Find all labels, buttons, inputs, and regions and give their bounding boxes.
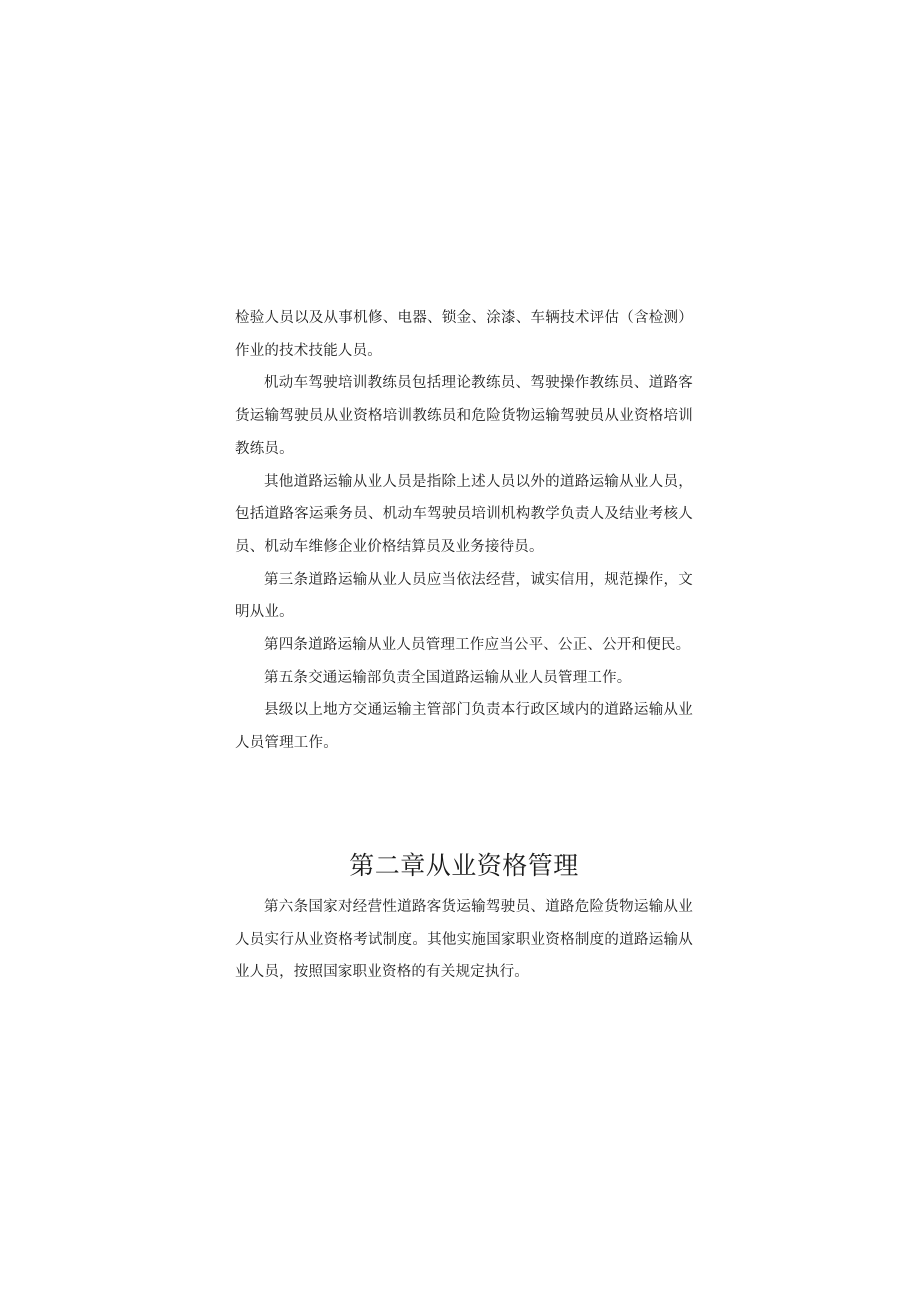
paragraph-other-staff: 其他道路运输从业人员是指除上述人员以外的道路运输从业人员，包括道路客运乘务员、机动车驾驶员培训机构教学负责人及结业考核人员、机动车维修企业价格结算员及业务接待员。 bbox=[235, 473, 693, 555]
paragraph-article-5: 第五条交通运输部负责全国道路运输从业人员管理工作。 bbox=[264, 669, 632, 686]
paragraph-inspection-staff: 检验人员以及从事机修、电器、锁金、涂漆、车辆技术评估（含检测）作业的技术技能人员。 bbox=[235, 310, 693, 359]
chapter-title: 第二章从业资格管理 bbox=[349, 850, 579, 880]
paragraph-article-3: 第三条道路运输从业人员应当依法经营，诚实信用，规范操作，文明从业。 bbox=[235, 571, 693, 621]
page-content bbox=[235, 302, 693, 989]
paragraph-article-6: 第六条国家对经营性道路客货运输驾驶员、道路危险货物运输从业人员实行从业资格考试制度。其他实施国家职业资格制度的道路运输从业人员，按照国家职业资格的有关规定执行。 bbox=[235, 898, 693, 981]
paragraph-local-authorities: 县级以上地方交通运输主管部门负责本行政区域内的道路运输从业人员管理工作。 bbox=[235, 702, 693, 752]
paragraph-article-4: 第四条道路运输从业人员管理工作应当公平、公正、公开和便民。 bbox=[264, 637, 691, 654]
paragraph-driving-instructors: 机动车驾驶培训教练员包括理论教练员、驾驶操作教练员、道路客货运输驾驶员从业资格培训教练员和危险货物运输驾驶员从业资格培训教练员。 bbox=[235, 375, 693, 457]
